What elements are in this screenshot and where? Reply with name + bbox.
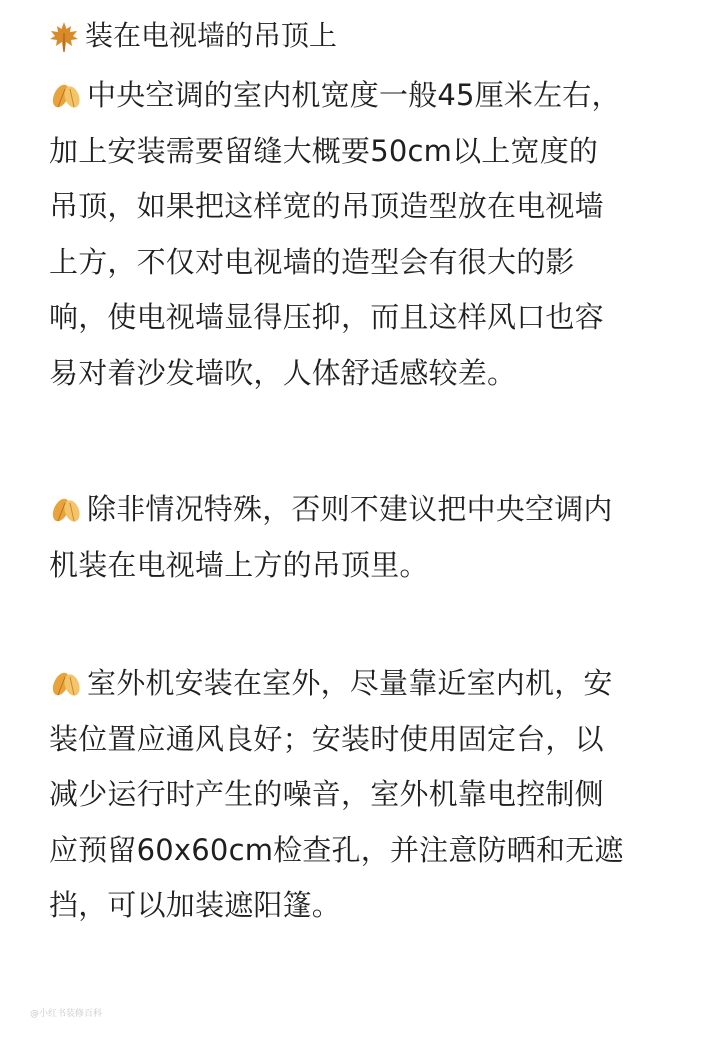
heading-text: 装在电视墙的吊顶上	[85, 19, 338, 52]
paragraph-line: 加上安装需要留缝大概要50cm以上宽度的	[49, 133, 599, 168]
autumn-leaves-icon	[49, 665, 83, 699]
watermark: @小红书装修百科	[30, 1009, 103, 1019]
section-heading	[47, 12, 337, 60]
paragraph-3	[49, 656, 689, 934]
paragraph-line: 易对着沙发墙吹，人体舒适感较差。	[49, 355, 517, 390]
paragraph-line: 挡，可以加装遮阳篷。	[49, 888, 342, 922]
paragraph-line: 机装在电视墙上方的吊顶里。	[49, 547, 429, 582]
maple-leaf-icon	[47, 19, 81, 53]
paragraph-line: 上方，不仅对电视墙的造型会有很大的影	[49, 244, 575, 279]
paragraph-line: 中央空调的室内机宽度一般45厘米左右，	[49, 68, 689, 124]
paragraph-2	[49, 482, 689, 593]
paragraph-1	[49, 68, 689, 401]
paragraph-line: 除非情况特殊，否则不建议把中央空调内	[49, 482, 689, 538]
paragraph-line: 减少运行时产生的噪音，室外机靠电控制侧	[49, 777, 604, 811]
paragraph-line: 装位置应通风良好；安装时使用固定台，以	[49, 721, 604, 756]
paragraph-line: 吊顶，如果把这样宽的吊顶造型放在电视墙	[49, 189, 604, 223]
autumn-leaves-icon	[49, 491, 83, 525]
paragraph-line: 室外机安装在室外，尽量靠近室内机，安	[49, 656, 689, 712]
paragraph-line: 响，使电视墙显得压抑，而且这样风口也容	[49, 300, 604, 334]
paragraph-line: 应预留60x60cm检查孔，并注意防晒和无遮	[49, 832, 624, 867]
autumn-leaves-icon	[49, 77, 83, 111]
